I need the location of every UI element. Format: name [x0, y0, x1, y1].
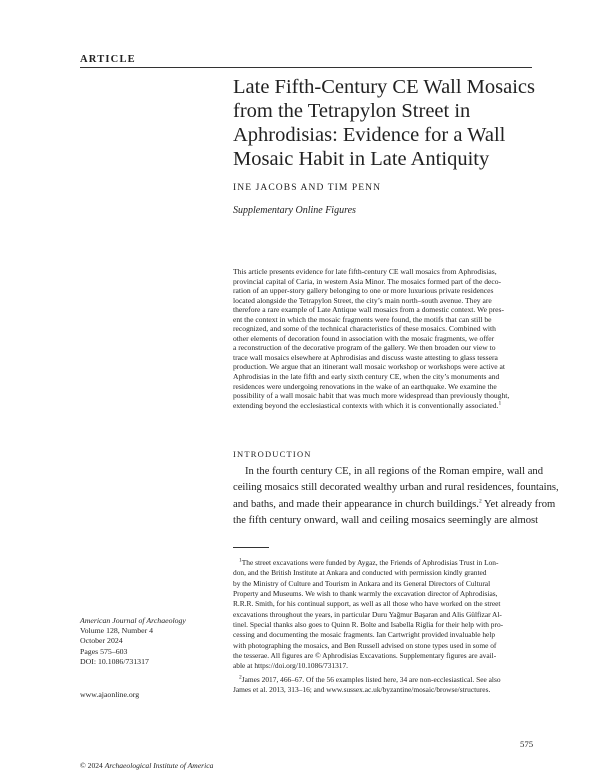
abstract-line: This article presents evidence for late fifth-century CE wall mosaics from Aphrodisias, [233, 267, 497, 276]
journal-date: October 2024 [80, 636, 123, 646]
body-line-text: and baths, and made their appearance in church buildings. [233, 498, 479, 510]
abstract-line: trace wall mosaics elsewhere at Aphrodisias and discuss waste attesting to glass tessera [233, 352, 498, 362]
footnote-line: the tesserae. All figures are © Aphrodisias Excavations. Supplementary figures are avail- [233, 651, 497, 661]
footnote-line: able at https://doi.org/10.1086/731317. [233, 661, 349, 671]
journal-pages: Pages 575–603 [80, 646, 128, 656]
footnote-line: excavations throughout the years, in particular Duru Yağmur Başaran and Alis Gülfizar Al- [233, 609, 502, 619]
body-line: ceiling mosaics still decorated wealthy urban and rural residences, fountains, [233, 482, 559, 494]
journal-website-link[interactable]: www.ajaonline.org [80, 690, 140, 699]
abstract-line: residences were undergoing renovations in the wake of an earthquake. We examine the [233, 381, 497, 391]
section-label: ARTICLE [80, 54, 136, 65]
section-heading-introduction: INTRODUCTION [233, 449, 312, 459]
abstract-line: a reconstruction of the decorative program of the gallery. We then broaden our view to [233, 343, 496, 353]
copyright-org: Archaeological Institute of America [104, 761, 214, 770]
footnote-text: The street excavations were funded by Aygaz, the Friends of Aphrodisias Trust in Lon- [241, 558, 499, 567]
title-line: Mosaic Habit in Late Antiquity [233, 148, 490, 170]
footnote-line: with photographing the mosaics, and Ben Russell advised on stone types used in some of [233, 640, 497, 650]
copyright [80, 761, 213, 770]
abstract-line: therefore a rare example of Late Antique wall mosaics from a domestic context. We pres- [233, 305, 505, 315]
copyright-prefix: © 2024 [80, 761, 105, 770]
journal-name: American Journal of Archaeology [80, 616, 186, 625]
abstract-line: provincial capital of Caria, in western Asia Minor. The mosaics formed part of the deco- [233, 276, 502, 286]
journal-info [80, 616, 186, 667]
journal-doi[interactable]: DOI: 10.1086/731317 [80, 656, 149, 666]
abstract-line: possibility of a wall mosaic habit that was much more widespread than previously thought, [233, 391, 510, 401]
body-line-tail: Yet already from [481, 498, 556, 510]
abstract-line: ration of an upper-story gallery belonging to one or more luxurious private residences [233, 286, 494, 296]
abstract-line: production. We argue that an itinerant wall mosaic workshop or workshops were active at [233, 362, 505, 372]
journal-volume: Volume 128, Number 4 [80, 626, 154, 636]
title-line: Aphrodisias: Evidence for a Wall [233, 124, 506, 146]
footnote-line: Property and Museums. We wish to thank warmly the excavation director of Aphrodisias, [233, 589, 498, 599]
body-line: the fifth century onward, wall and ceiling mosaics seemingly are almost [233, 515, 539, 527]
abstract-line: other elements of decoration found in association with the mosaic fragments, we offer [233, 333, 495, 343]
abstract-line: located alongside the Tetrapylon Street, the city’s main north–south avenue. They are [233, 295, 492, 305]
page-number: 575 [520, 739, 534, 749]
footnote-rule [233, 547, 269, 548]
introduction-body [233, 464, 559, 530]
title-line: Late Fifth-Century CE Wall Mosaics [233, 76, 536, 98]
body-line: In the fourth century CE, in all regions of the Roman empire, wall and [245, 466, 544, 477]
footnote-line: cessing and documenting the mosaic fragments. Ian Cartwright provided invaluable help [233, 630, 496, 640]
abstract-line: ent the context in which the mosaic fragments were found, the motifs that can still be [233, 314, 492, 324]
footnote-line: R.R.R. Smith, for his continual support, as well as all those who have worked on the street [233, 599, 501, 609]
footnote-line [233, 558, 543, 568]
footnote-ref-1[interactable]: 1 [498, 400, 502, 407]
title-line: from the Tetrapylon Street in [233, 100, 471, 122]
abstract-line [233, 401, 541, 411]
footnote-line: by the Ministry of Culture and Tourism in Ankara and its General Directors of Cultural [233, 578, 491, 588]
footnote-text: James 2017, 466–67. Of the 56 examples listed here, 34 are non-ecclesiastical. See also [241, 674, 501, 684]
footnote-ref-2[interactable]: 2 [478, 498, 482, 505]
footnote-marker: 2 [239, 674, 242, 681]
header-rule [80, 67, 532, 68]
abstract-line-text: extending beyond the ecclesiastical contexts with which it is conventionally associated. [233, 400, 499, 410]
authors: INE JACOBS AND TIM PENN [233, 183, 382, 193]
footnote-line [233, 675, 543, 685]
abstract [233, 267, 541, 410]
footnote-line: don, and the British Institute at Ankara and conducted with permission kindly granted [233, 568, 487, 578]
footnote-marker: 1 [239, 557, 242, 564]
footnote-line: tinel. Special thanks also goes to Quinn R. Bolte and Isabella Riglia for their help with pro- [233, 620, 504, 630]
footnotes [233, 558, 543, 695]
supplementary-link[interactable]: Supplementary Online Figures [233, 205, 356, 216]
abstract-line: recognized, and some of the technical characteristics of these mosaics. Combined with [233, 324, 496, 334]
body-line [233, 497, 556, 513]
abstract-line: Aphrodisias in the late fifth and early sixth century CE, when the city’s monuments and [233, 372, 500, 382]
footnote-line: James et al. 2013, 313–16; and www.sussex.ac.uk/byzantine/mosaic/browse/structures. [233, 685, 491, 695]
article-title [233, 75, 543, 171]
